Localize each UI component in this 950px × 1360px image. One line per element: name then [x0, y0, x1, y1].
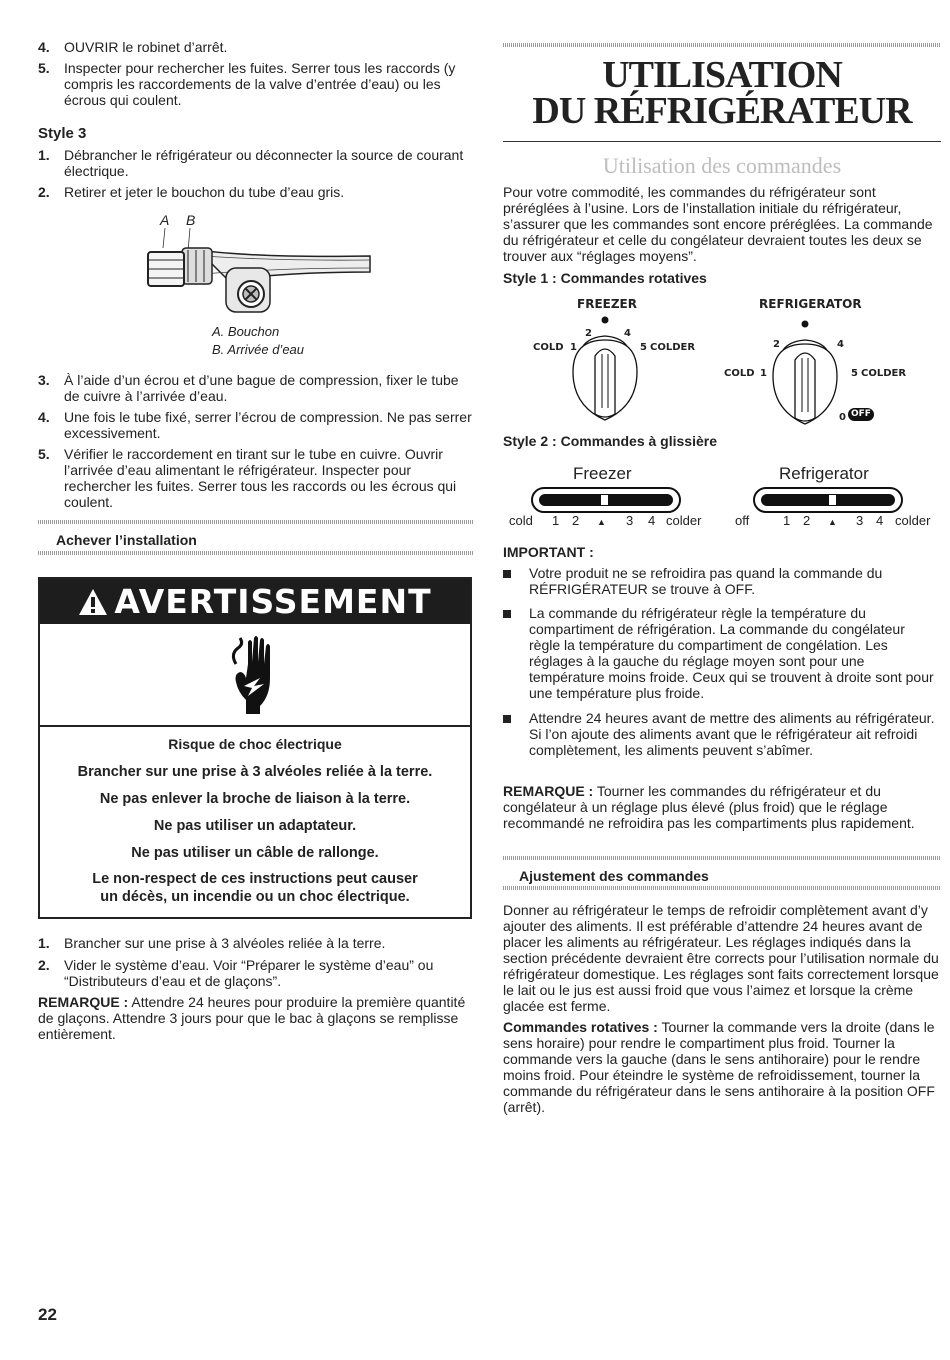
- fridge-colder: COLDER: [861, 368, 907, 379]
- divider: [38, 520, 474, 524]
- step-text: Débrancher le réfrigérateur ou déconnecter la source de courant électrique.: [64, 147, 464, 179]
- freezer-scale-4: 4: [648, 513, 656, 528]
- freezer-scale-2: 2: [572, 513, 580, 528]
- style2-heading: Style 2 : Commandes à glissière: [503, 433, 717, 449]
- remarque-label: REMARQUE :: [503, 783, 594, 799]
- water-tube-illustration: [138, 228, 378, 318]
- fridge-cold: COLD: [724, 368, 755, 379]
- step-number: 5.: [38, 446, 50, 462]
- freezer-knob-title: FREEZER: [577, 297, 637, 311]
- warning-icon-panel: [40, 624, 470, 727]
- freezer-scale-cold: cold: [509, 513, 533, 528]
- warning-line-4: Ne pas utiliser un câble de rallonge.: [131, 845, 379, 861]
- warning-risk: Risque de choc électrique: [168, 736, 342, 752]
- page-number: 22: [38, 1305, 57, 1324]
- freezer-n1: 1: [570, 342, 577, 353]
- ajustement-paragraph: Donner au réfrigérateur le temps de refroidir complètement avant d’y ajouter des aliments. Il est préférable d’attendre 24 heures avant de placer les aliments au réfrigérateur. Les réglages indiqués dans la section précédente devraient être corrects pour l’utilisation normale du réfrigérateur domestique. Les réglages sont faits correctement lorsque le lait ou le jus est aussi froid que vous l’aimez et lorsque la crème glacée est ferme.: [503, 902, 939, 1014]
- warning-line-2: Ne pas enlever la broche de liaison à la terre.: [99, 791, 411, 807]
- fridge-n0: 0: [839, 412, 846, 423]
- fridge-scale-off: off: [735, 513, 750, 528]
- freezer-n2: 2: [585, 328, 592, 339]
- step-text: Inspecter pour rechercher les fuites. Serrer tous les raccords (y compris les raccordements de la valve d’entrée d’eau) ou les écrous qui coulent.: [64, 60, 456, 108]
- rotatives-paragraph: [503, 1019, 941, 1115]
- freezer-dial-icon: [567, 316, 657, 428]
- slider-thumb[interactable]: [829, 495, 836, 505]
- freezer-scale-3: 3: [626, 513, 634, 528]
- ajustement-heading: Ajustement des commandes: [519, 868, 709, 884]
- refrigerator-slider[interactable]: [753, 487, 903, 513]
- step-text: OUVRIR le robinet d’arrêt.: [64, 39, 228, 55]
- step-number: 1.: [38, 147, 50, 163]
- freezer-scale-1: 1: [552, 513, 560, 528]
- warning-line-6: un décès, un incendie ou un choc électrique.: [100, 889, 410, 905]
- divider: [503, 886, 941, 890]
- achever-heading: Achever l’installation: [56, 532, 197, 548]
- warning-line-3: Ne pas utiliser un adaptateur.: [153, 818, 357, 834]
- bullet-marker: [503, 610, 511, 618]
- figure-letter-b: B: [186, 212, 196, 228]
- warning-box: [38, 577, 472, 919]
- section-title-line-1: UTILISATION: [602, 54, 842, 96]
- step-text: Vérifier le raccordement en tirant sur le tube en cuivre. Ouvrir l’arrivée d’eau alimentant le réfrigérateur. Inspecter pour rechercher les fuites. Serrer tous les raccords ou les écrous qui coulent.: [64, 446, 457, 510]
- step-text: À l’aide d’un écrou et d’une bague de compression, fixer le tube de cuivre à l’arrivée d’eau.: [64, 372, 459, 404]
- step-number: 4.: [38, 39, 50, 55]
- step-number: 3.: [38, 372, 50, 388]
- important-bullet-3: Attendre 24 heures avant de mettre des aliments au réfrigérateur. Si l’on ajoute des aliments avant que le réfrigérateur ait refroidi complètement, les aliments peuvent s’abîmer.: [529, 710, 935, 758]
- step-text: Une fois le tube fixé, serrer l’écrou de compression. Ne pas serrer excessivement.: [64, 409, 472, 441]
- step-text: Retirer et jeter le bouchon du tube d’eau gris.: [64, 184, 345, 200]
- important-heading: IMPORTANT :: [503, 544, 594, 560]
- figure-caption-b: B. Arrivée d’eau: [212, 342, 305, 357]
- freezer-slider[interactable]: [531, 487, 681, 513]
- freezer-colder: COLDER: [650, 342, 696, 353]
- slider-thumb[interactable]: [601, 495, 608, 505]
- divider: [503, 43, 941, 47]
- style3-heading: Style 3: [38, 125, 87, 142]
- right-remarque: [503, 783, 941, 831]
- fridge-slider-title: Refrigerator: [779, 464, 869, 483]
- warning-line-5: Le non-respect de ces instructions peut causer: [92, 871, 418, 887]
- fridge-scale-1: 1: [783, 513, 791, 528]
- fridge-knob-title: REFRIGERATOR: [759, 297, 862, 311]
- electric-shock-hand-icon: [230, 634, 286, 716]
- step-number: 2.: [38, 957, 50, 973]
- freezer-slider-title: Freezer: [573, 464, 632, 483]
- bullet-marker: [503, 570, 511, 578]
- freezer-scale-colder: colder: [666, 513, 702, 528]
- section-subtitle: Utilisation des commandes: [602, 153, 842, 178]
- warning-triangle-icon: [78, 588, 108, 616]
- fridge-scale-3: 3: [856, 513, 864, 528]
- freezer-scale-mid: ▲: [597, 517, 606, 527]
- freezer-n5: 5: [640, 342, 647, 353]
- remarque-text: Tourner les commandes du réfrigérateur et du congélateur à un réglage plus élevé (plus froid) que le réglage recommandé ne refroidira pas les compartiments plus rapidement.: [503, 783, 915, 831]
- freezer-cold: COLD: [533, 342, 564, 353]
- important-bullet-2: La commande du réfrigérateur règle la température du compartiment de réfrigération. La commande du congélateur règle la température du compartiment de congélation. Les réglages à la gauche du réglage moyen sont pour une température moins froide. Ceux qui se trouvent à droite sont pour une température plus froide.: [529, 605, 934, 701]
- step-number: 5.: [38, 60, 50, 76]
- bullet-marker: [503, 715, 511, 723]
- title-rule: [503, 141, 941, 142]
- warning-header: [40, 579, 470, 624]
- fridge-scale-colder: colder: [895, 513, 931, 528]
- intro-paragraph: Pour votre commodité, les commandes du réfrigérateur sont préréglées à l’usine. Lors de l’installation initiale du réfrigérateur, s’assurer que les commandes sont encore préréglées. La commande du réfrigérateur et celle du congélateur devraient toutes les deux se trouver aux “réglages moyens”.: [503, 184, 933, 264]
- step-text: Vider le système d’eau. Voir “Préparer le système d’eau” ou “Distributeurs d’eau et de glaçons”.: [64, 957, 434, 989]
- fridge-n2: 2: [773, 339, 780, 350]
- warning-title: AVERTISSEMENT: [114, 582, 432, 621]
- step-number: 2.: [38, 184, 50, 200]
- figure-caption-a: A. Bouchon: [212, 324, 280, 339]
- divider: [503, 856, 941, 860]
- fridge-n1: 1: [760, 368, 767, 379]
- step-number: 4.: [38, 409, 50, 425]
- step-number: 1.: [38, 935, 50, 951]
- divider: [38, 551, 474, 555]
- fridge-scale-mid: ▲: [828, 517, 837, 527]
- rotatives-label: Commandes rotatives :: [503, 1019, 658, 1035]
- section-title-line-2: DU RÉFRIGÉRATEUR: [532, 90, 912, 132]
- fridge-scale-2: 2: [803, 513, 811, 528]
- rotatives-text: Tourner la commande vers la droite (dans le sens horaire) pour rendre le compartiment plus froid. Tourner la commande vers la gauche (dans le sens antihoraire) pour le rendre moins froid. Pour éteindre le système de refroidissement, tourner la commande du réfrigérateur dans le sens antihoraire à la position OFF (arrêt).: [503, 1019, 935, 1115]
- slider-track: [761, 494, 895, 506]
- fridge-scale-4: 4: [876, 513, 884, 528]
- freezer-n4: 4: [624, 328, 631, 339]
- fridge-n5: 5: [851, 368, 858, 379]
- remarque-text: Attendre 24 heures pour produire la première quantité de glaçons. Attendre 3 jours pour que le bac à glaçons se remplisse entièrement.: [38, 994, 466, 1042]
- style1-heading: Style 1 : Commandes rotatives: [503, 270, 707, 286]
- left-remarque: [38, 994, 474, 1042]
- important-bullet-1: Votre produit ne se refroidira pas quand la commande du RÉFRIGÉRATEUR se trouve à OFF.: [529, 565, 883, 597]
- fridge-off-badge: OFF: [848, 408, 874, 421]
- warning-line-1: Brancher sur une prise à 3 alvéoles reliée à la terre.: [77, 764, 433, 780]
- figure-letter-a: A: [160, 212, 170, 228]
- fridge-n4: 4: [837, 339, 844, 350]
- remarque-label: REMARQUE :: [38, 994, 129, 1010]
- step-text: Brancher sur une prise à 3 alvéoles reliée à la terre.: [64, 935, 386, 951]
